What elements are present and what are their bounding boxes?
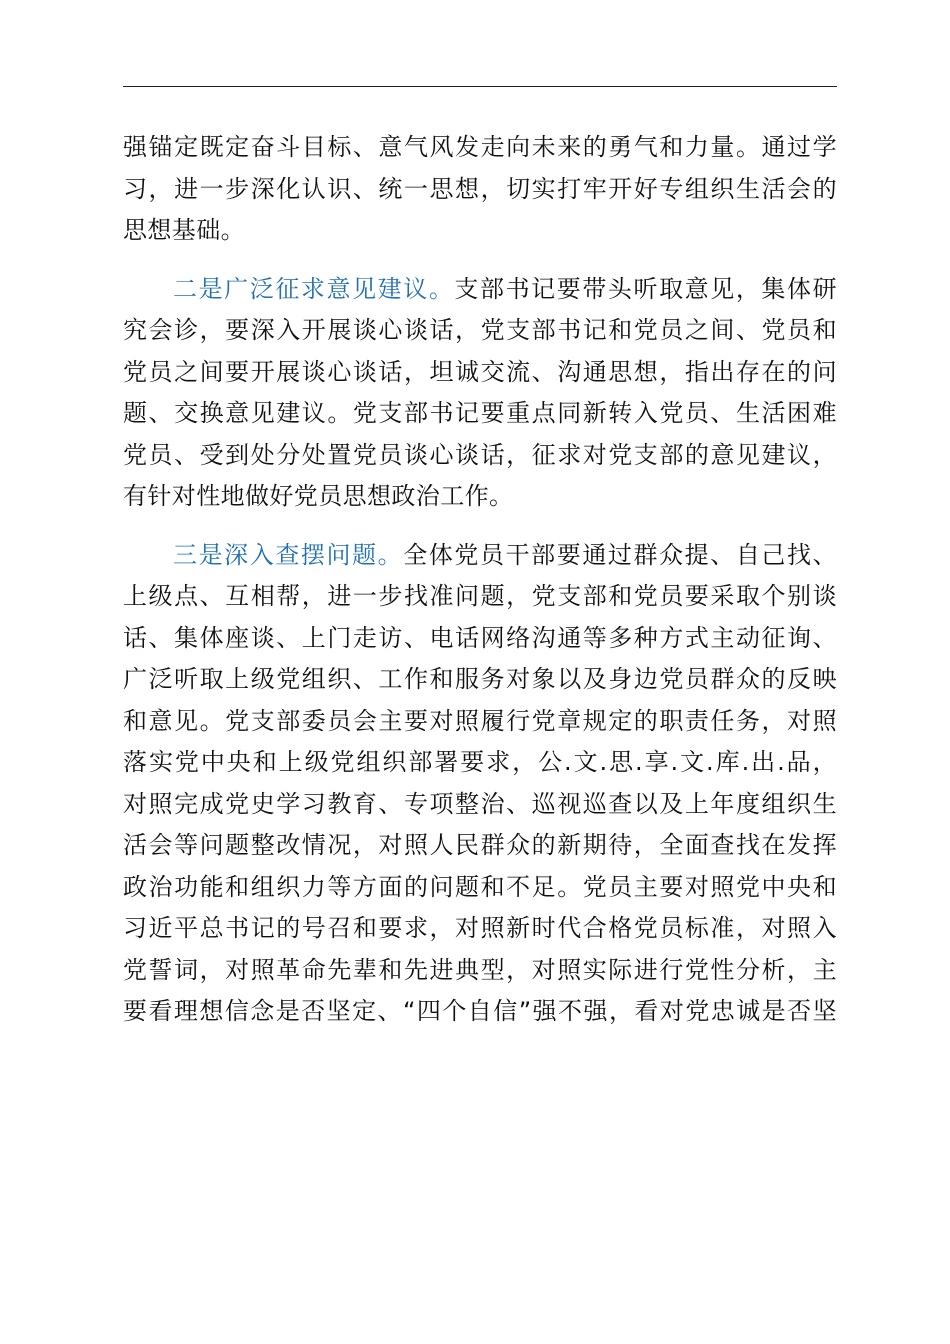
text-line: 上级点、互相帮，进一步找准问题，党支部和党员要采取个别谈 [123, 582, 837, 610]
text-line-first [123, 269, 837, 311]
paragraph-2 [123, 269, 837, 518]
text-line: 党员、受到处分处置党员谈心谈话，征求对党支部的意见建议， [123, 440, 837, 469]
document-body [123, 127, 837, 1050]
text-line: 习近平总书记的号召和要求，对照新时代合格党员标准，对照入 [123, 914, 837, 942]
text-line: 政治功能和组织力等方面的问题和不足。党员主要对照党中央和 [123, 872, 837, 901]
text-line: 有针对性地做好党员思想政治工作。 [123, 482, 514, 510]
text-line: 活会等问题整改情况，对照人民群众的新期待，全面查找在发挥 [123, 831, 837, 859]
text-line: 题、交换意见建议。党支部书记要重点同新转入党员、生活困难 [123, 399, 837, 427]
text-line: 要看理想信念是否坚定、“四个自信”强不强，看对党忠诚是否坚 [123, 997, 837, 1025]
header-rule [123, 86, 837, 87]
paragraph-3 [123, 535, 837, 1033]
section-heading-2: 二是广泛征求意见建议。 [173, 274, 455, 303]
text-line: 和意见。党支部委员会主要对照履行党章规定的职责任务，对照 [123, 706, 837, 735]
text-line: 究会诊，要深入开展谈心谈话，党支部书记和党员之间、党员和 [123, 316, 837, 344]
text-line: 广泛听取上级党组织、工作和服务对象以及身边党员群众的反映 [123, 665, 837, 693]
text-segment: 全体党员干部要通过群众提、自己找、 [403, 540, 837, 569]
text-line: 话、集体座谈、上门走访、电话网络沟通等多种方式主动征询、 [123, 623, 837, 652]
section-heading-3: 三是深入查摆问题。 [173, 540, 404, 569]
text-line: 对照完成党史学习教育、专项整治、巡视巡查以及上年度组织生 [123, 789, 837, 818]
text-line: 党员之间要开展谈心谈话，坦诚交流、沟通思想，指出存在的问 [123, 357, 837, 386]
text-line-first [123, 535, 837, 577]
text-line: 思想基础。 [123, 216, 245, 244]
text-line: 党誓词，对照革命先辈和先进典型，对照实际进行党性分析，主 [123, 955, 837, 984]
text-segment: 支部书记要带头听取意见，集体研 [454, 274, 837, 303]
text-line: 强锚定既定奋斗目标、意气风发走向未来的勇气和力量。通过学 [123, 133, 837, 161]
text-line: 落实党中央和上级党组织部署要求，公.文.思.享.文.库.出.品， [123, 748, 837, 776]
text-line: 习，进一步深化认识、统一思想，切实打牢开好专组织生活会的 [123, 174, 837, 203]
paragraph-1 [123, 127, 837, 252]
